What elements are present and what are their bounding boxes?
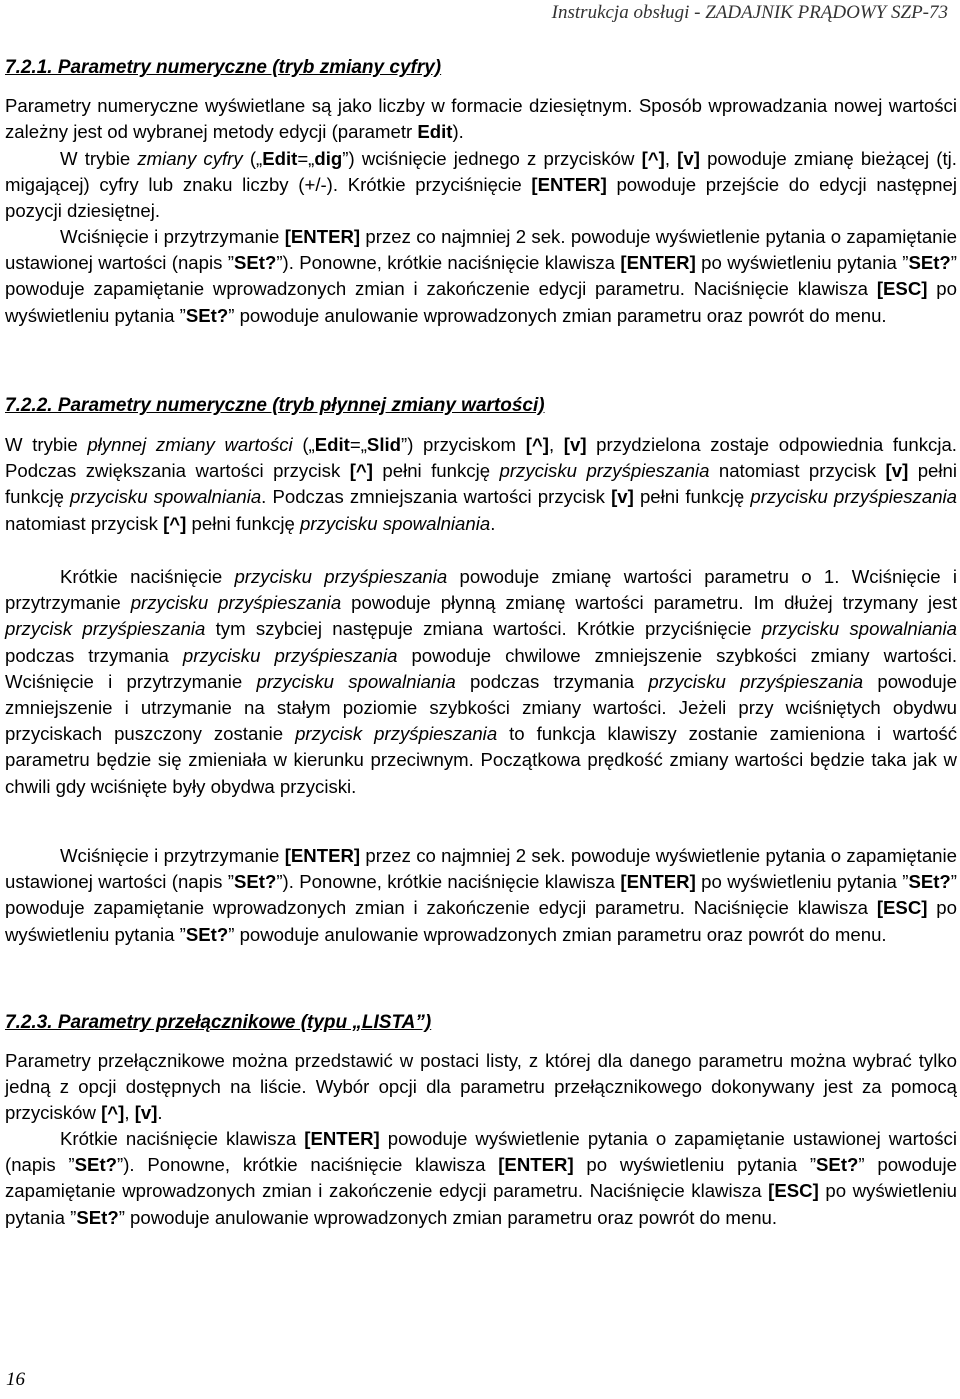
bold-term: [^] [525,434,549,455]
bold-term: SEt? [74,1154,117,1176]
bold-term: [ENTER] [284,226,361,247]
italic-term: przycisku przyśpieszania [648,670,864,692]
italic-term: przycisk przyśpieszania [295,723,498,745]
section-heading-7-2-1: 7.2.1. Parametry numeryczne (tryb zmiany cyfry) [5,57,442,78]
italic-term: przycisku przyśpieszania [750,486,958,508]
italic-term: przycisku spowalniania [761,618,957,640]
bold-term: [v] [885,460,909,482]
bold-term: [^] [163,512,187,534]
paragraph: Krótkie naciśnięcie klawisza [ENTER] powoduje wyświetlenie pytania o zapamiętanie ustawionej wartości (napis ”SEt?”). Ponowne, krótkie naciśnięcie klawisza [ENTER] po wyświetleniu pytania ”SEt?” powoduje zapamiętanie wprowadzonych zmian i zakończenie edycji parametru. Naciśnięcie klawisza [ESC] po wyświetleniu pytania ”SEt?” powoduje anulowanie wprowadzonych zmian parametru oraz powrót do menu. [5,1128,958,1228]
paragraph: Wciśnięcie i przytrzymanie [ENTER] przez co najmniej 2 sek. powoduje wyświetlenie pytania o zapamiętanie ustawionej wartości (napis ”SEt?”). Ponowne, krótkie naciśnięcie klawisza [ENTER] po wyświetleniu pytania ”SEt?” powoduje zapamiętanie wprowadzonych zmian i zakończenie edycji parametru. Naciśnięcie klawisza [ESC] po wyświetleniu pytania ”SEt?” powoduje anulowanie wprowadzonych zmian parametru oraz powrót do menu. [5,845,957,945]
bold-term: [^] [101,1102,125,1124]
italic-term: przycisku przyśpieszania [182,644,398,666]
bold-term: Edit [417,121,453,143]
bold-term: Slid [366,434,402,455]
bold-term: Edit [314,434,350,455]
bold-term: [ENTER] [284,845,361,866]
italic-term: przycisku przyśpieszania [130,592,342,614]
italic-term: przycisk przyśpieszania [5,618,206,640]
bold-term: [ESC] [876,897,928,919]
bold-term: [ESC] [876,278,928,300]
bold-term: [ENTER] [531,174,607,196]
italic-term: przycisku spowalniania [256,670,456,692]
bold-term: [v] [563,434,587,455]
italic-term: płynnej zmiany wartości [87,434,293,455]
bold-term: SEt? [233,871,277,893]
bold-term: [^] [641,148,665,169]
bold-term: [v] [611,486,634,508]
page-number: 16 [6,1369,25,1390]
bold-term: SEt? [908,252,951,274]
bold-term: SEt? [908,871,951,893]
bold-term: [ENTER] [304,1128,380,1149]
section-heading-7-2-2: 7.2.2. Parametry numeryczne (tryb płynnej zmiany wartości) [5,395,545,416]
italic-term: zmiany cyfry [137,148,243,169]
bold-term: [ENTER] [620,871,696,893]
bold-term: SEt? [185,304,229,326]
paragraph: W trybie zmiany cyfry („Edit=„dig”) wciśnięcie jednego z przycisków [^], [v] powoduje zmianę bieżącej (tj. migającej) cyfry lub znaku liczby (+/-). Krótkie przyciśnięcie [ENTER] powoduje przejście do edycji następnej pozycji dziesiętnej. [5,148,957,222]
bold-term: SEt? [76,1206,119,1228]
paragraph: Parametry przełącznikowe można przedstawić w postaci listy, z której dla danego parametru można wybrać tylko jedną z opcji dostępnych na liście. Wybór opcji dla parametru przełącznikowego dokonywany jest za pomocą przycisków [^], [v]. [5,1050,957,1124]
bold-term: [ENTER] [620,252,696,274]
italic-term: przycisku spowalniania [70,486,262,508]
paragraph: Wciśnięcie i przytrzymanie [ENTER] przez co najmniej 2 sek. powoduje wyświetlenie pytania o zapamiętanie ustawionej wartości (napis ”SEt?”). Ponowne, krótkie naciśnięcie klawisza [ENTER] po wyświetleniu pytania ”SEt?” powoduje zapamiętanie wprowadzonych zmian i zakończenie edycji parametru. Naciśnięcie klawisza [ESC] po wyświetleniu pytania ”SEt?” powoduje anulowanie wprowadzonych zmian parametru oraz powrót do menu. [5,226,957,326]
italic-term: przycisku spowalniania [300,512,491,534]
bold-term: [^] [349,460,373,482]
italic-term: przycisku przyśpieszania [499,460,710,482]
bold-term: [ESC] [768,1180,819,1202]
bold-term: dig [314,148,343,169]
bold-term: SEt? [816,1154,859,1176]
page-header: Instrukcja obsługi - ZADAJNIK PRĄDOWY SZP-73 [551,2,948,23]
bold-term: SEt? [185,923,229,945]
paragraph: Parametry numeryczne wyświetlane są jako liczby w formacie dziesiętnym. Sposób wprowadzania nowej wartości zależny jest od wybranej metody edycji (parametr Edit). [5,95,957,143]
italic-term: przycisku przyśpieszania [234,566,448,587]
paragraph: Krótkie naciśnięcie przycisku przyśpieszania powoduje zmianę wartości parametru o 1. Wciśnięcie i przytrzymanie przycisku przyśpieszania powoduje płynną zmianę wartości parametru. Im dłużej trzymany jest przycisk przyśpieszania tym szybciej następuje zmiana wartości. Krótkie przyciśnięcie przycisku spowalniania podczas trzymania przycisku przyśpieszania powoduje chwilowe zmniejszenie szybkości zmiany wartości. Wciśnięcie i przytrzymanie przycisku spowalniania podczas trzymania przycisku przyśpieszania powoduje zmniejszenie i utrzymanie na stałym poziomie szybkości zmiany wartości. Jeżeli przy wciśniętych obydwu przyciskach puszczony zostanie przycisk przyśpieszania to funkcja klawiszy zostanie zamieniona i wartość parametru będzie się zmieniała w kierunku przeciwnym. Początkowa prędkość zmiany wartości będzie taka jak w chwili gdy wciśnięte były obydwa przyciski. [5,566,957,797]
bold-term: [ENTER] [498,1154,574,1176]
bold-term: [v] [134,1102,158,1124]
bold-term: [v] [677,148,700,169]
paragraph: W trybie płynnej zmiany wartości („Edit=„Slid”) przyciskom [^], [v] przydzielona zostaje odpowiednia funkcja. Podczas zwiększania wartości przycisk [^] pełni funkcję przycisku przyśpieszania natomiast przycisk [v] pełni funkcję przycisku spowalniania. Podczas zmniejszania wartości przycisk [v] pełni funkcję przycisku przyśpieszania natomiast przycisk [^] pełni funkcję przycisku spowalniania. [5,434,958,534]
bold-term: Edit [262,148,298,169]
section-heading-7-2-3: 7.2.3. Parametry przełącznikowe (typu „LISTA”) [5,1012,432,1033]
bold-term: SEt? [233,252,277,274]
